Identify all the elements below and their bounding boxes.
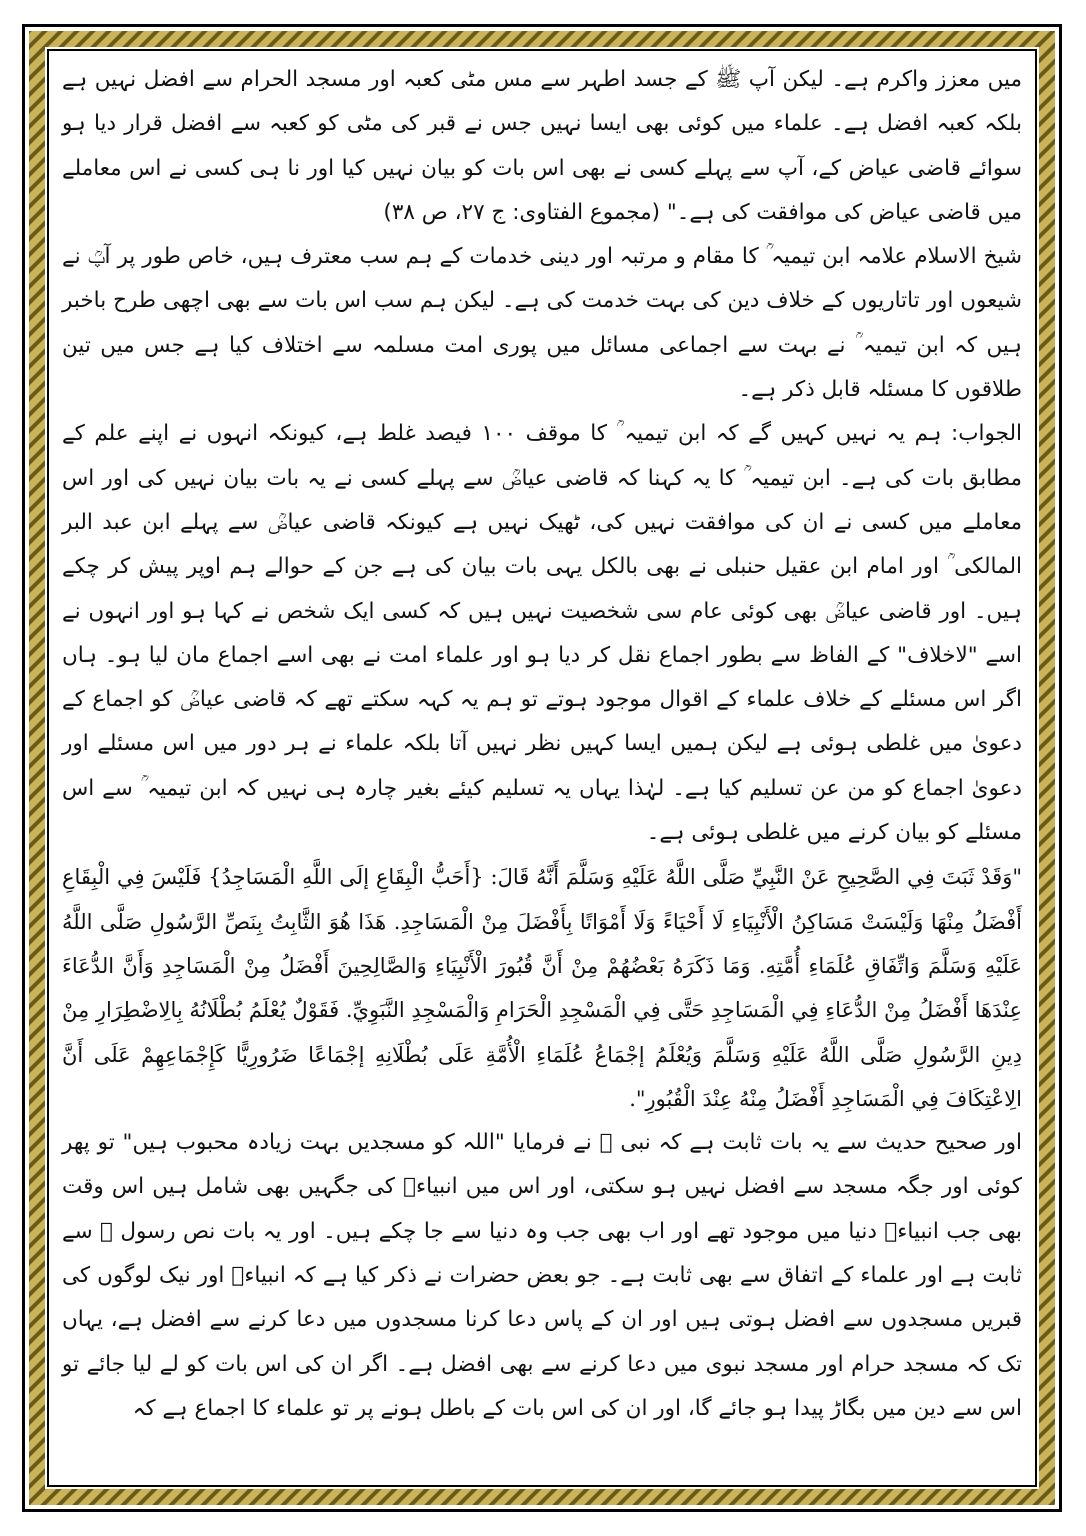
translation-paragraph: اور صحیح حدیث سے یہ بات ثابت ہے کہ نبی ﷺ نے فرمایا "اللہ کو مسجدیں بہت زیادہ محبوب ہیں" تو پھر کوئی اور جگہ مسجد سے افضل نہیں ہو سکتی، اور اس میں انبیاءؑ کی جگہیں بھی شامل ہیں اس وقت بھی جب انبیاءؑ دنیا میں موجود تھے اور اب بھی جب وہ دنیا سے جا چکے ہیں۔ اور یہ بات نص رسول ﷺ سے ثابت ہے اور علماء کے اتفاق سے بھی ثابت ہے۔ جو بعض حضرات نے ذکر کیا ہے کہ انبیاءؑ اور نیک لوگوں کی قبریں مسجدوں سے افضل ہوتی ہیں اور ان کے پاس دعا کرنا مسجدوں میں دعا کرنے سے افضل ہے، یہاں تک کہ مسجد حرام اور مسجد نبوی میں دعا کرنے سے بھی افضل ہے۔ اگر ان کی اس بات کو لے لیا جائے تو اس سے دین میں بگاڑ پیدا ہو جائے گا، اور ان کی اس بات کے باطل ہونے پر تو علماء کا اجماع ہے کہ xyxy=(62,1130,1022,1421)
arabic-quote: "وَقَدْ ثَبَتَ فِي الصَّحِيحِ عَنْ النَّبِيِّ صَلَّى اللَّهُ عَلَيْهِ وَسَلَّمَ أَنَّهُ قَالَ: {أَحَبُّ الْبِقَاعِ إلَى اللَّهِ الْمَسَاجِدُ} فَلَيْسَ فِي الْبِقَاعِ أَفْضَلُ مِنْهَا وَلَيْسَتْ مَسَاكِنُ الْأَنْبِيَاءِ لَا أَحْيَاءً وَلَا أَمْوَاتًا بِأَفْضَلَ مِنْ الْمَسَاجِدِ. هَذَا هُوَ الثَّابِتُ بِنَصِّ الرَّسُولِ صَلَّى اللَّهُ عَلَيْهِ وَسَلَّمَ وَاتِّفَاقِ عُلَمَاءِ أُمَّتِهِ. وَمَا ذَكَرَهُ بَعْضُهُمْ مِنْ أَنَّ قُبُورَ الْأَنْبِيَاءِ وَالصَّالِحِينَ أَفْضَلُ مِنْ الْمَسَاجِدِ وَأَنَّ الدُّعَاءَ عِنْدَهَا أَفْضَلُ مِنْ الدُّعَاءِ فِي الْمَسَاجِدِ حَتَّى فِي الْمَسْجِدِ الْحَرَامِ وَالْمَسْجِدِ النَّبَوِيِّ. فَقَوْلٌ يُعْلَمُ بُطْلَانُهُ بِالِاضْطِرَارِ مِنْ دِينِ الرَّسُولِ صَلَّى اللَّهُ عَلَيْهِ وَسَلَّمَ وَيُعْلَمُ إجْمَاعُ عُلَمَاءِ الْأُمَّةِ عَلَى بُطْلَانِهِ إجْمَاعًا ضَرُورِيًّا كَإِجْمَاعِهِمْ عَلَى أَنَّ الِاعْتِكَافَ فِي الْمَسَاجِدِ أَفْضَلُ مِنْهُ عِنْدَ الْقُبُورِ". xyxy=(62,865,1022,1111)
paragraph-2: شیخ الاسلام علامہ ابن تیمیہ ؒ کا مقام و مرتبہ اور دینی خدمات کے ہم سب معترف ہیں، خاص طور پر آپؒ نے شیعوں اور تاتاریوں کے خلاف دین کی بہت خدمت کی ہے۔ لیکن ہم سب اس بات سے بھی اچھی طرح باخبر ہیں کہ ابن تیمیہ ؒ نے بہت سے اجماعی مسائل میں پوری امت مسلمہ سے اختلاف کیا ہے جس میں تین طلاقوں کا مسئلہ قابل ذکر ہے۔ xyxy=(62,244,1022,403)
paragraph-1: میں معزز واکرم ہے۔ لیکن آپ ﷺ کے جسد اطہر سے مس مٹی کعبہ اور مسجد الحرام سے افضل نہیں ہے بلکہ کعبہ افضل ہے۔ علماء میں کوئی بھی ایسا نہیں جس نے قبر کی مٹی کو کعبہ سے افضل قرار دیا ہو سوائے قاضی عیاض کے، آپ سے پہلے کسی نے بھی اس بات کو بیان نہیں کیا اور نا ہی کسی نے اس معاملے میں قاضی عیاض کی موافقت کی ہے۔" (مجموع الفتاوی: ج ۲۷، ص ۳۸) xyxy=(62,67,1022,225)
paragraph-3: الجواب: ہم یہ نہیں کہیں گے کہ ابن تیمیہ ؒ کا موقف ۱۰۰ فیصد غلط ہے، کیونکہ انہوں نے اپنے علم کے مطابق بات کی ہے۔ ابن تیمیہ ؒ کا یہ کہنا کہ قاضی عیاضؒ سے پہلے کسی نے یہ بات بیان نہیں کی اور اس معاملے میں کسی نے ان کی موافقت نہیں کی، ٹھیک نہیں ہے کیونکہ قاضی عیاضؒ سے پہلے ابن عبد البر المالکی ؒ اور امام ابن عقیل حنبلی نے بھی بالکل یہی بات بیان کی ہے جن کے حوالے ہم اوپر پیش کر چکے ہیں۔ اور قاضی عیاضؒ بھی کوئی عام سی شخصیت نہیں ہیں کہ کسی ایک شخص نے کہا ہو اور انہوں نے اسے "لاخلاف" کے الفاظ سے بطور اجماع نقل کر دیا ہو اور علماء امت نے بھی اسے اجماع مان لیا ہو۔ ہاں اگر اس مسئلے کے خلاف علماء کے اقوال موجود ہوتے تو ہم یہ کہہ سکتے تھے کہ قاضی عیاضؒ کو اجماع کے دعویٰ میں غلطی ہوئی ہے لیکن ہمیں ایسا کہیں نظر نہیں آتا بلکہ علماء نے ہر دور میں اس مسئلے اور دعویٰ اجماع کو من عن تسلیم کیا ہے۔ لہٰذا یہاں یہ تسلیم کیئے بغیر چارہ ہی نہیں کہ ابن تیمیہ ؒ سے اس مسئلے کو بیان کرنے میں غلطی ہوئی ہے۔ xyxy=(62,421,1022,846)
document-page xyxy=(62,58,1022,1478)
